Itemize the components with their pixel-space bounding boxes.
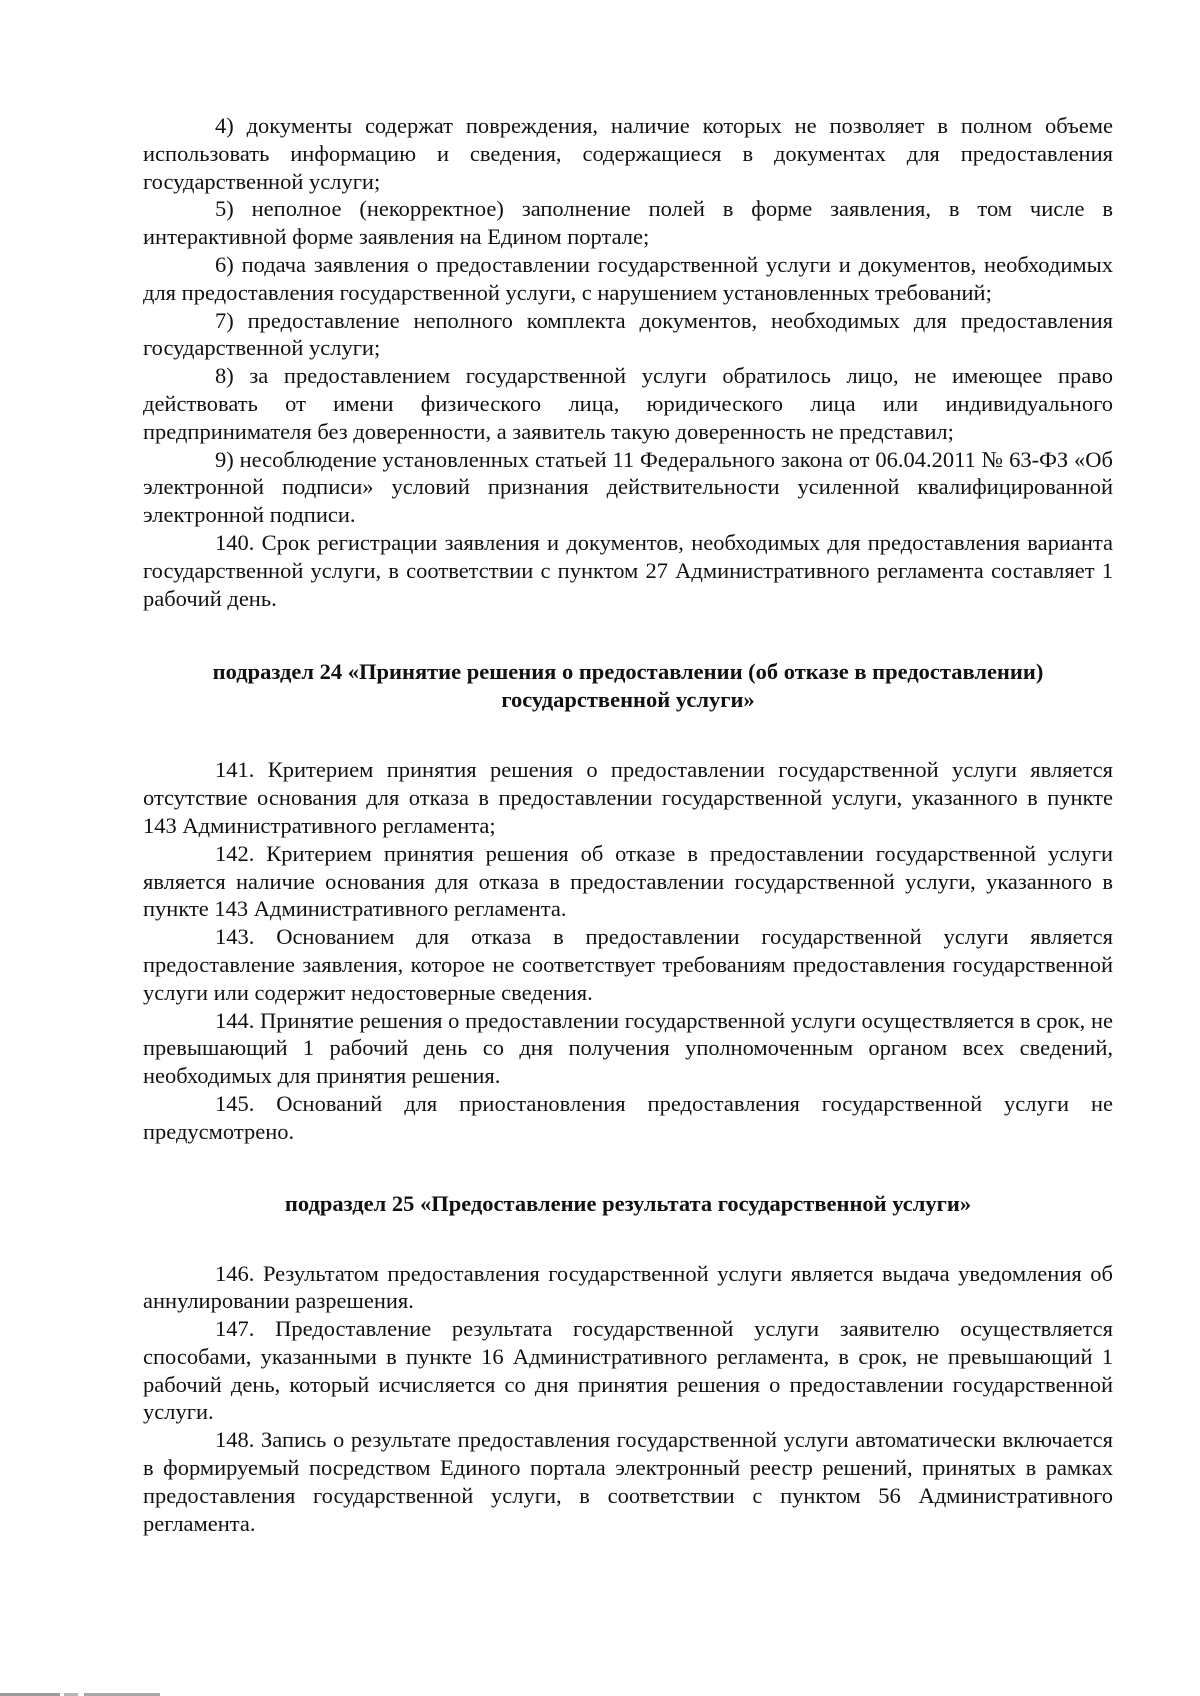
paragraph-item-8: 8) за предоставлением государственной услуги обратилось лицо, не имеющее право действовать от имени физического лица, юридического лица или индивидуального предпринимателя без доверенности, а заявитель такую доверенность не представил; (143, 363, 1113, 444)
paragraph-item-5: 5) неполное (некорректное) заполнение полей в форме заявления, в том числе в интерактивной форме заявления на Едином портале; (143, 196, 1113, 250)
paragraph-148: 148. Запись о результате предоставления государственной услуги автоматически включается в формируемый посредством Единого портала электронный реестр решений, принятых в рамках предоставления государственной услуги, в соответствии с пунктом 56 Административного регламента. (143, 1427, 1113, 1536)
section-24-heading-line-1: подраздел 24 «Принятие решения о предоставлении (об отказе в предоставлении) (212, 659, 1044, 685)
spacer (143, 612, 1113, 658)
paragraph-142: 142. Критерием принятия решения об отказе в предоставлении государственной услуги является наличие основания для отказа в предоставлении государственной услуги, указанного в пункте 143 Административного регламента. (143, 840, 1113, 922)
paragraph-item-4: 4) документы содержат повреждения, наличие которых не позволяет в полном объеме использовать информацию и сведения, содержащиеся в документах для предоставления государственной услуги; (143, 113, 1113, 194)
paragraph-147: 147. Предоставление результата государственной услуги заявителю осуществляется способами, указанными в пункте 16 Административного регламента, в срок, не превышающий 1 рабочий день, который исчисляется со дня принятия решения о предоставлении государственной услуги. (143, 1316, 1113, 1425)
paragraph-144: 144. Принятие решения о предоставлении государственной услуги осуществляется в срок, не превышающий 1 рабочий день со дня получения уполномоченным органом всех сведений, необходимых для принятия решения. (143, 1007, 1113, 1089)
spacer (143, 1218, 1113, 1260)
paragraph-143: 143. Основанием для отказа в предоставлении государственной услуги является предоставление заявления, которое не соответствует требованиям предоставления государственной услуги или содержит недостоверные сведения. (143, 924, 1113, 1005)
paragraph-item-9: 9) несоблюдение установленных статьей 11 Федерального закона от 06.04.2011 № 63-ФЗ «Об электронной подписи» условий признания действительности усиленной квалифицированной электронной подписи. (143, 446, 1113, 528)
section-25-heading: подраздел 25 «Предоставление результата государственной услуги» (284, 1190, 972, 1216)
spacer (143, 1146, 1113, 1190)
paragraph-item-7: 7) предоставление неполного комплекта документов, необходимых для предоставления государственной услуги; (143, 307, 1113, 361)
paragraph-item-6: 6) подача заявления о предоставлении государственной услуги и документов, необходимых для предоставления государственной услуги, с нарушением установленных требований; (143, 251, 1113, 305)
spacer (143, 714, 1113, 756)
paragraph-146: 146. Результатом предоставления государственной услуги является выдача уведомления об аннулировании разрешения. (143, 1260, 1113, 1314)
paragraph-145: 145. Оснований для приостановления предоставления государственной услуги не предусмотрено. (143, 1090, 1113, 1144)
paragraph-140: 140. Срок регистрации заявления и документов, необходимых для предоставления варианта государственной услуги, в соответствии с пунктом 27 Административного регламента составляет 1 рабочий день. (143, 529, 1113, 611)
section-24-heading-line-2: государственной услуги» (501, 687, 755, 713)
document-page (143, 112, 1113, 1537)
paragraph-141: 141. Критерием принятия решения о предоставлении государственной услуги является отсутствие основания для отказа в предоставлении государственной услуги, указанного в пункте 143 Административного регламента; (143, 757, 1113, 838)
